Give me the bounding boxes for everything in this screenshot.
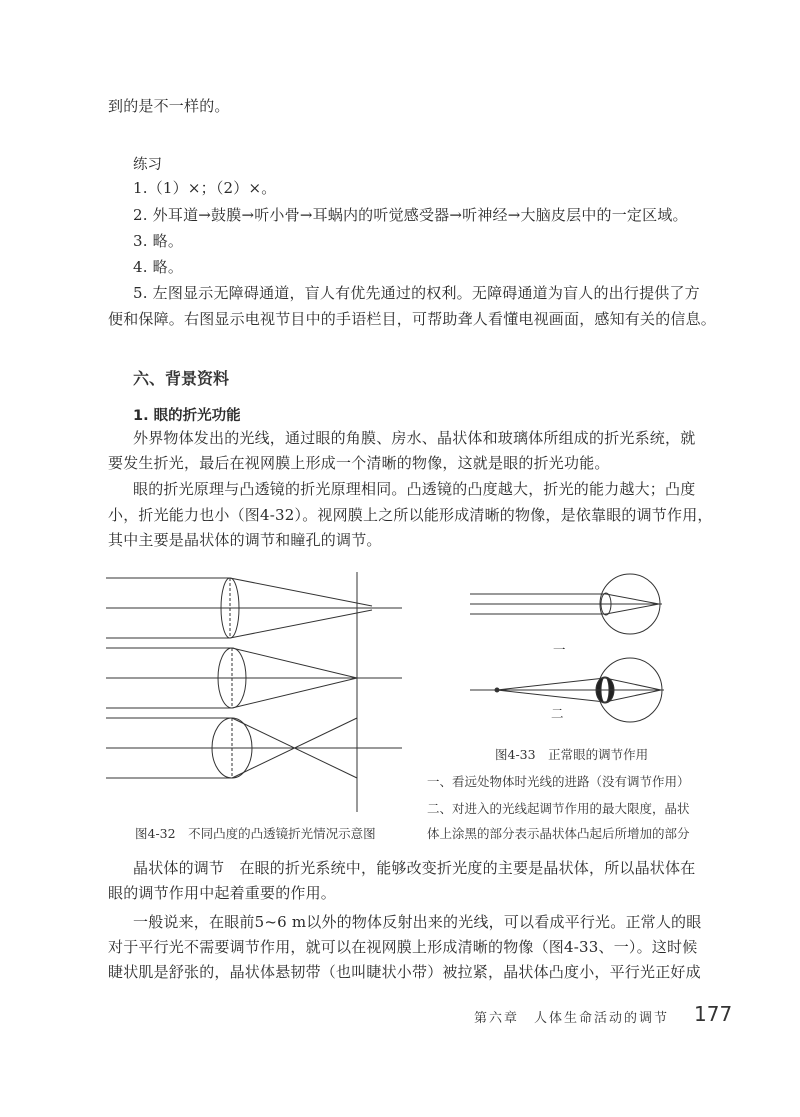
figure-4-32-lens-diagram [104, 568, 404, 818]
figure-4-33-note-2a: 二、对进入的光线起调节作用的最大限度，晶状 [427, 801, 690, 816]
exercise-item: 便和保障。右图显示电视节目中的手语栏目，可帮助聋人看懂电视画面，感知有关的信息。 [108, 310, 717, 328]
exercise-title: 练习 [133, 157, 162, 173]
paragraph-line: 一般说来，在眼前5~6 m以外的物体反射出来的光线，可以看成平行光。正常人的眼 [133, 913, 702, 931]
paragraph-line: 小，折光能力也小（图4-32）。视网膜上之所以能形成清晰的物像，是依靠眼的调节作用， [108, 506, 713, 524]
figure-4-33-caption: 图4-33 正常眼的调节作用 [495, 747, 649, 762]
exercise-item: 1.（1）×；（2）×。 [133, 179, 277, 197]
exercise-item: 3. 略。 [133, 232, 184, 250]
chapter-footer: 第六章 人体生命活动的调节 [474, 1011, 670, 1026]
paragraph-line: 对于平行光不需要调节作用，就可以在视网膜上形成清晰的物像（图4-33、一）。这时候 [108, 938, 698, 956]
paragraph-line: 要发生折光，最后在视网膜上形成一个清晰的物像，这就是眼的折光功能。 [108, 454, 610, 472]
exercise-item: 2. 外耳道→鼓膜→听小骨→耳蜗内的听觉感受器→听神经→大脑皮层中的一定区域。 [133, 206, 688, 224]
continued-line: 到的是不一样的。 [108, 97, 230, 115]
exercise-item: 5. 左图显示无障碍通道，盲人有优先通过的权利。无障碍通道为盲人的出行提供了方 [133, 284, 700, 302]
eye-diagram-label-1: 一 [553, 642, 566, 657]
paragraph-line: 眼的折光原理与凸透镜的折光原理相同。凸透镜的凸度越大，折光的能力越大；凸度 [133, 480, 696, 498]
paragraph-line: 眼的调节作用中起着重要的作用。 [108, 884, 337, 902]
figure-4-33-note-2b: 体上涂黑的部分表示晶状体凸起后所增加的部分 [427, 826, 690, 841]
figure-4-32-caption: 图4-32 不同凸度的凸透镜折光情况示意图 [135, 826, 376, 841]
subsection-title: 1. 眼的折光功能 [133, 408, 241, 424]
page-number: 177 [694, 1002, 733, 1026]
figure-4-33-eye-diagram [464, 572, 674, 732]
paragraph-line: 其中主要是晶状体的调节和瞳孔的调节。 [108, 531, 382, 549]
paragraph-line: 晶状体的调节 在眼的折光系统中，能够改变折光度的主要是晶状体，所以晶状体在 [133, 859, 696, 877]
exercise-item: 4. 略。 [133, 258, 184, 276]
paragraph-line: 外界物体发出的光线，通过眼的角膜、房水、晶状体和玻璃体所组成的折光系统，就 [133, 429, 696, 447]
figure-4-33-note-1: 一、看远处物体时光线的进路（没有调节作用） [427, 774, 690, 789]
paragraph-line: 睫状肌是舒张的，晶状体悬韧带（也叫睫状小带）被拉紧，晶状体凸度小，平行光正好成 [108, 963, 701, 981]
section-title: 六、背景资料 [133, 369, 230, 388]
eye-diagram-label-2: 二 [551, 706, 564, 721]
